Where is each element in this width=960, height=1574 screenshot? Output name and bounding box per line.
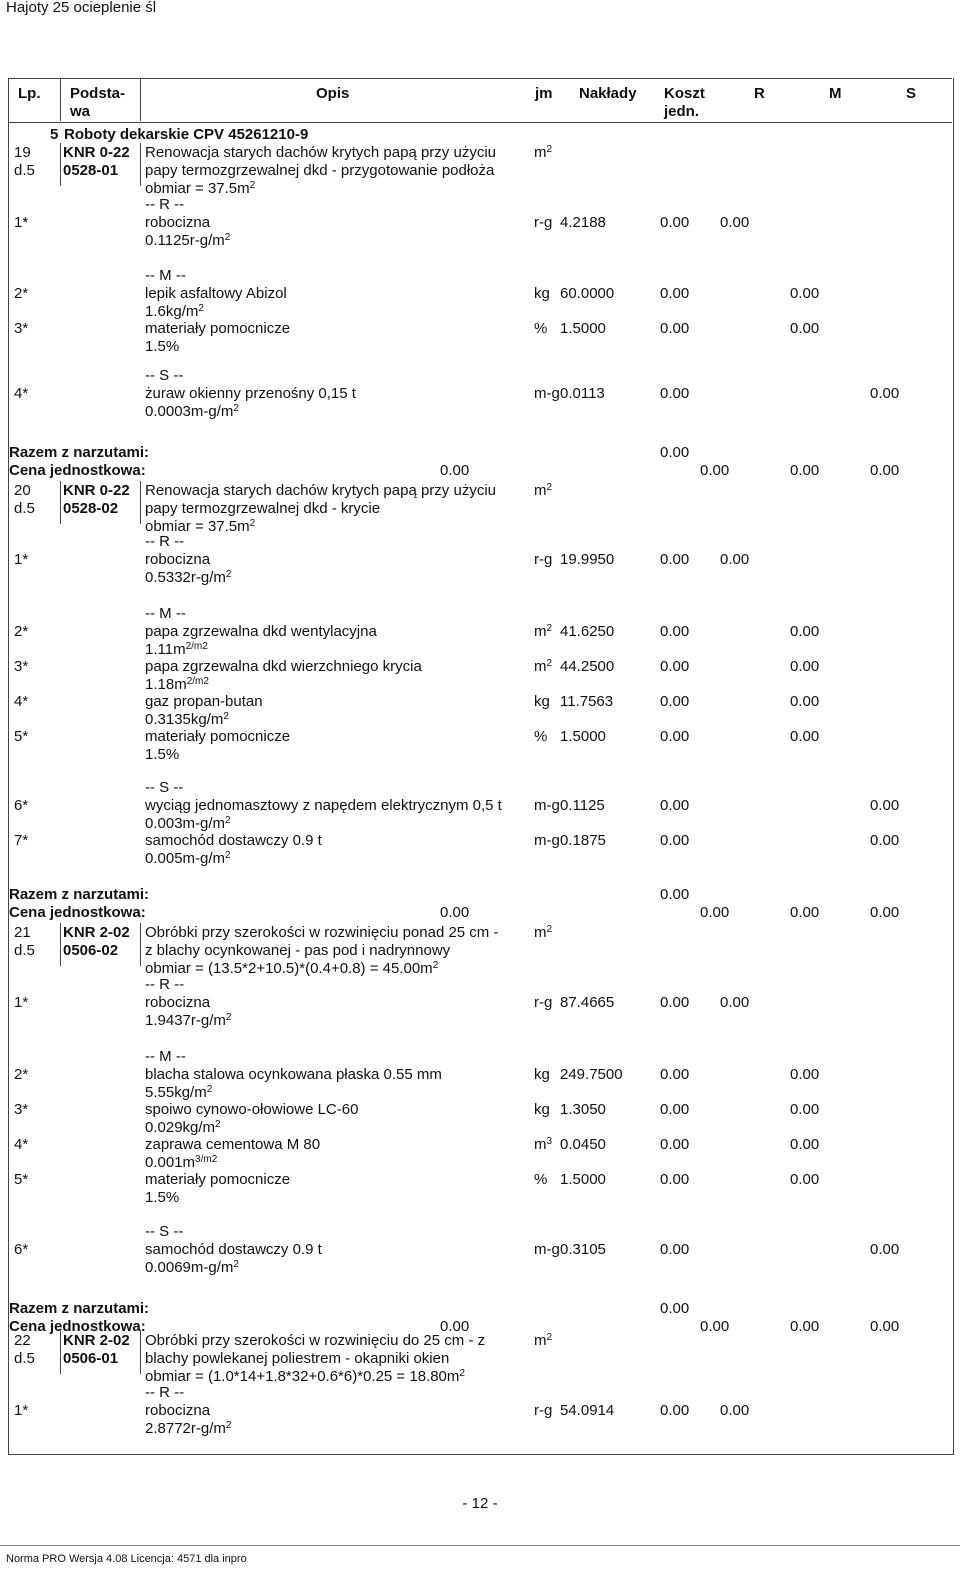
resource-group-label: -- R -- bbox=[145, 976, 185, 993]
resource-norm: 1.5% bbox=[145, 338, 180, 355]
cena-s-value: 0.00 bbox=[870, 904, 900, 921]
resource-unit-cost: 0.00 bbox=[660, 832, 690, 849]
cena-label: Cena jednostkowa: bbox=[9, 904, 146, 921]
resource-lp: 7* bbox=[14, 832, 29, 849]
item-description: papy termozgrzewalnej dkd - krycie bbox=[145, 500, 381, 517]
resource-unit: $m^3$ bbox=[534, 1136, 553, 1153]
resource-unit-cost: 0.00 bbox=[660, 285, 690, 302]
item-description: Obróbki przy szerokości w rozwinięciu do 25 cm - z bbox=[145, 1332, 486, 1349]
item-measurement: obmiar = $(13.5*2+10.5)*(0.4+0.8) = 45.00m^2$ bbox=[145, 960, 439, 977]
resource-m-value: 0.00 bbox=[790, 693, 820, 710]
resource-m-value: 0.00 bbox=[790, 320, 820, 337]
resource-quantity: 0.0113 bbox=[560, 385, 605, 402]
header-s: S bbox=[906, 85, 917, 102]
resource-norm: $0.3135kg/m^2$ bbox=[145, 711, 229, 728]
header-koszt-2: jedn. bbox=[664, 103, 700, 120]
resource-s-value: 0.00 bbox=[870, 832, 900, 849]
resource-unit-cost: 0.00 bbox=[660, 551, 690, 568]
header-m: M bbox=[829, 85, 842, 102]
resource-unit: m-g bbox=[534, 797, 560, 814]
resource-r-value: 0.00 bbox=[720, 1402, 750, 1419]
resource-name: spoiwo cynowo-ołowiowe LC-60 bbox=[145, 1101, 359, 1118]
resource-unit-cost: 0.00 bbox=[660, 214, 690, 231]
resource-m-value: 0.00 bbox=[790, 728, 820, 745]
resource-unit: $m^2$ bbox=[534, 623, 553, 640]
resource-lp: 1* bbox=[14, 1402, 29, 1419]
resource-unit: kg bbox=[534, 285, 550, 302]
resource-unit: r-g bbox=[534, 994, 553, 1011]
resource-unit-cost: 0.00 bbox=[660, 1066, 690, 1083]
razem-label: Razem z narzutami: bbox=[9, 1300, 150, 1317]
resource-unit-cost: 0.00 bbox=[660, 1101, 690, 1118]
cena-r-value: 0.00 bbox=[700, 1318, 730, 1335]
resource-unit-cost: 0.00 bbox=[660, 797, 690, 814]
resource-name: papa zgrzewalna dkd wentylacyjna bbox=[145, 623, 377, 640]
resource-quantity: 1.5000 bbox=[560, 1171, 606, 1188]
item-divider bbox=[60, 143, 61, 186]
razem-value: 0.00 bbox=[660, 444, 690, 461]
header-jm: jm bbox=[535, 85, 553, 102]
item-subsection: d.5 bbox=[14, 500, 35, 517]
page-number: - 12 - bbox=[462, 1495, 498, 1512]
resource-lp: 4* bbox=[14, 385, 29, 402]
resource-quantity: 11.7563 bbox=[560, 693, 614, 710]
resource-m-value: 0.00 bbox=[790, 1101, 820, 1118]
resource-unit-cost: 0.00 bbox=[660, 623, 690, 640]
resource-lp: 3* bbox=[14, 320, 29, 337]
resource-quantity: 0.0450 bbox=[560, 1136, 606, 1153]
item-knr-code: 0528-02 bbox=[63, 500, 119, 517]
header-koszt: Koszt bbox=[664, 85, 705, 102]
resource-norm: $1.18m^{2/m2}$ bbox=[145, 676, 209, 693]
resource-lp: 2* bbox=[14, 623, 29, 640]
item-knr-catalog: KNR 2-02 bbox=[63, 924, 130, 941]
resource-quantity: 60.0000 bbox=[560, 285, 615, 302]
resource-lp: 4* bbox=[14, 1136, 29, 1153]
resource-name: materiały pomocnicze bbox=[145, 1171, 291, 1188]
header-divider bbox=[60, 78, 61, 121]
resource-lp: 1* bbox=[14, 551, 29, 568]
item-knr-catalog: KNR 0-22 bbox=[63, 144, 130, 161]
resource-norm: $5.55kg/m^2$ bbox=[145, 1084, 213, 1101]
resource-m-value: 0.00 bbox=[790, 1136, 820, 1153]
resource-lp: 3* bbox=[14, 658, 29, 675]
resource-norm: 1.5% bbox=[145, 746, 180, 763]
section-number: 5 bbox=[50, 126, 59, 143]
resource-name: samochód dostawczy 0.9 t bbox=[145, 832, 322, 849]
item-divider bbox=[60, 481, 61, 524]
razem-value: 0.00 bbox=[660, 886, 690, 903]
item-description: papy termozgrzewalnej dkd - przygotowanie podłoża bbox=[145, 162, 495, 179]
software-license: Norma PRO Wersja 4.08 Licencja: 4571 dla inpro bbox=[6, 1553, 247, 1565]
item-description: Obróbki przy szerokości w rozwinięciu ponad 25 cm - bbox=[145, 924, 499, 941]
resource-unit: $m^2$ bbox=[534, 658, 553, 675]
resource-unit-cost: 0.00 bbox=[660, 1171, 690, 1188]
window-title: Hajoty 25 ocieplenie śl bbox=[6, 0, 157, 16]
resource-name: materiały pomocnicze bbox=[145, 320, 291, 337]
resource-m-value: 0.00 bbox=[790, 1066, 820, 1083]
resource-name: lepik asfaltowy Abizol bbox=[145, 285, 287, 302]
resource-name: samochód dostawczy 0.9 t bbox=[145, 1241, 322, 1258]
resource-m-value: 0.00 bbox=[790, 1171, 820, 1188]
resource-unit: % bbox=[534, 1171, 548, 1188]
resource-quantity: 87.4665 bbox=[560, 994, 615, 1011]
resource-unit: m-g bbox=[534, 1241, 560, 1258]
cena-label: Cena jednostkowa: bbox=[9, 462, 146, 479]
header-naklady: Nakłady bbox=[579, 85, 637, 102]
item-divider bbox=[140, 481, 141, 524]
item-divider bbox=[140, 143, 141, 186]
item-subsection: d.5 bbox=[14, 942, 35, 959]
resource-r-value: 0.00 bbox=[720, 994, 750, 1011]
resource-group-label: -- R -- bbox=[145, 1384, 185, 1401]
resource-norm: $1.6kg/m^2$ bbox=[145, 303, 204, 320]
resource-name: materiały pomocnicze bbox=[145, 728, 291, 745]
resource-group-label: -- R -- bbox=[145, 196, 185, 213]
resource-unit: r-g bbox=[534, 214, 553, 231]
resource-group-label: -- S -- bbox=[145, 367, 184, 384]
item-number: 22 bbox=[14, 1332, 31, 1349]
resource-lp: 5* bbox=[14, 728, 29, 745]
footer-rule bbox=[0, 1545, 960, 1546]
resource-group-label: -- M -- bbox=[145, 605, 186, 622]
resource-lp: 5* bbox=[14, 1171, 29, 1188]
item-measurement: obmiar = $(1.0*14+1.8*32+0.6*6)*0.25 = 18.80m^2$ bbox=[145, 1368, 465, 1385]
item-description: Renowacja starych dachów krytych papą przy użyciu bbox=[145, 144, 496, 161]
resource-norm: $0.1125r-g/m^2$ bbox=[145, 232, 231, 249]
resource-unit: m-g bbox=[534, 832, 560, 849]
item-description: blachy powlekanej poliestrem - okapniki okien bbox=[145, 1350, 450, 1367]
resource-m-value: 0.00 bbox=[790, 285, 820, 302]
resource-quantity: 19.9950 bbox=[560, 551, 615, 568]
resource-norm: $0.0069m-g/m^2$ bbox=[145, 1259, 239, 1276]
cena-r-value: 0.00 bbox=[700, 904, 730, 921]
cena-label: Cena jednostkowa: bbox=[9, 1318, 146, 1335]
resource-quantity: 44.2500 bbox=[560, 658, 615, 675]
item-knr-catalog: KNR 0-22 bbox=[63, 482, 130, 499]
resource-name: robocizna bbox=[145, 994, 211, 1011]
resource-unit-cost: 0.00 bbox=[660, 728, 690, 745]
cena-m-value: 0.00 bbox=[790, 904, 820, 921]
cena-value: 0.00 bbox=[440, 1318, 470, 1335]
resource-quantity: 1.3050 bbox=[560, 1101, 606, 1118]
resource-norm: $0.5332r-g/m^2$ bbox=[145, 569, 232, 586]
resource-name: blacha stalowa ocynkowana płaska 0.55 mm bbox=[145, 1066, 442, 1083]
resource-name: zaprawa cementowa M 80 bbox=[145, 1136, 321, 1153]
resource-s-value: 0.00 bbox=[870, 1241, 900, 1258]
resource-norm: $0.0003m-g/m^2$ bbox=[145, 403, 239, 420]
resource-unit: kg bbox=[534, 1101, 550, 1118]
resource-group-label: -- S -- bbox=[145, 1223, 184, 1240]
resource-s-value: 0.00 bbox=[870, 385, 900, 402]
item-subsection: d.5 bbox=[14, 162, 35, 179]
razem-value: 0.00 bbox=[660, 1300, 690, 1317]
resource-norm: $0.005m-g/m^2$ bbox=[145, 850, 231, 867]
resource-norm: $0.029kg/m^2$ bbox=[145, 1119, 221, 1136]
header-divider bbox=[140, 78, 141, 121]
item-knr-code: 0506-02 bbox=[63, 942, 119, 959]
item-number: 20 bbox=[14, 482, 31, 499]
resource-unit: kg bbox=[534, 1066, 550, 1083]
item-unit: $m^2$ bbox=[534, 924, 553, 941]
resource-group-label: -- M -- bbox=[145, 267, 186, 284]
item-divider bbox=[140, 1331, 141, 1374]
cena-r-value: 0.00 bbox=[700, 462, 730, 479]
resource-quantity: 0.1875 bbox=[560, 832, 606, 849]
resource-name: wyciąg jednomasztowy z napędem elektrycznym 0,5 t bbox=[145, 797, 502, 814]
resource-norm: $0.003m-g/m^2$ bbox=[145, 815, 231, 832]
resource-r-value: 0.00 bbox=[720, 214, 750, 231]
resource-name: robocizna bbox=[145, 551, 211, 568]
resource-m-value: 0.00 bbox=[790, 623, 820, 640]
resource-name: żuraw okienny przenośny 0,15 t bbox=[145, 385, 356, 402]
item-knr-code: 0528-01 bbox=[63, 162, 119, 179]
resource-m-value: 0.00 bbox=[790, 658, 820, 675]
resource-unit: kg bbox=[534, 693, 550, 710]
item-subsection: d.5 bbox=[14, 1350, 35, 1367]
resource-unit: % bbox=[534, 320, 548, 337]
cena-value: 0.00 bbox=[440, 462, 470, 479]
item-divider bbox=[140, 923, 141, 966]
item-knr-catalog: KNR 2-02 bbox=[63, 1332, 130, 1349]
resource-quantity: 249.7500 bbox=[560, 1066, 623, 1083]
resource-unit-cost: 0.00 bbox=[660, 385, 690, 402]
resource-name: robocizna bbox=[145, 214, 211, 231]
resource-lp: 6* bbox=[14, 797, 29, 814]
item-measurement: obmiar = $37.5m^2$ bbox=[145, 180, 256, 197]
table-header bbox=[8, 78, 952, 123]
item-number: 21 bbox=[14, 924, 31, 941]
section-title: Roboty dekarskie CPV 45261210-9 bbox=[64, 126, 309, 143]
item-unit: $m^2$ bbox=[534, 144, 553, 161]
resource-group-label: -- S -- bbox=[145, 779, 184, 796]
item-number: 19 bbox=[14, 144, 31, 161]
resource-unit-cost: 0.00 bbox=[660, 693, 690, 710]
resource-lp: 2* bbox=[14, 285, 29, 302]
resource-lp: 4* bbox=[14, 693, 29, 710]
resource-r-value: 0.00 bbox=[720, 551, 750, 568]
resource-quantity: 41.6250 bbox=[560, 623, 615, 640]
cena-m-value: 0.00 bbox=[790, 1318, 820, 1335]
resource-lp: 6* bbox=[14, 1241, 29, 1258]
resource-quantity: 0.1125 bbox=[560, 797, 605, 814]
resource-name: robocizna bbox=[145, 1402, 211, 1419]
resource-norm: $1.11m^{2/m2}$ bbox=[145, 641, 208, 658]
resource-norm: $1.9437r-g/m^2$ bbox=[145, 1012, 232, 1029]
resource-quantity: 54.0914 bbox=[560, 1402, 615, 1419]
resource-lp: 2* bbox=[14, 1066, 29, 1083]
item-description: Renowacja starych dachów krytych papą przy użyciu bbox=[145, 482, 496, 499]
resource-group-label: -- M -- bbox=[145, 1048, 186, 1065]
header-opis: Opis bbox=[316, 85, 350, 102]
resource-unit: r-g bbox=[534, 551, 553, 568]
resource-lp: 3* bbox=[14, 1101, 29, 1118]
resource-lp: 1* bbox=[14, 994, 29, 1011]
resource-s-value: 0.00 bbox=[870, 797, 900, 814]
header-r: R bbox=[754, 85, 765, 102]
razem-label: Razem z narzutami: bbox=[9, 444, 150, 461]
resource-unit-cost: 0.00 bbox=[660, 1402, 690, 1419]
resource-quantity: 1.5000 bbox=[560, 728, 606, 745]
resource-unit-cost: 0.00 bbox=[660, 658, 690, 675]
item-divider bbox=[60, 923, 61, 966]
item-knr-code: 0506-01 bbox=[63, 1350, 119, 1367]
header-lp: Lp. bbox=[18, 85, 41, 102]
resource-quantity: 1.5000 bbox=[560, 320, 606, 337]
resource-unit-cost: 0.00 bbox=[660, 1241, 690, 1258]
header-podstawa: Podsta- bbox=[70, 85, 126, 102]
resource-unit: r-g bbox=[534, 1402, 553, 1419]
item-unit: $m^2$ bbox=[534, 1332, 553, 1349]
resource-norm: $2.8772r-g/m^2$ bbox=[145, 1420, 232, 1437]
resource-unit-cost: 0.00 bbox=[660, 1136, 690, 1153]
item-unit: $m^2$ bbox=[534, 482, 553, 499]
item-description: z blachy ocynkowanej - pas pod i nadrynnowy bbox=[145, 942, 451, 959]
resource-quantity: 4.2188 bbox=[560, 214, 606, 231]
resource-unit-cost: 0.00 bbox=[660, 320, 690, 337]
cena-value: 0.00 bbox=[440, 904, 470, 921]
cena-s-value: 0.00 bbox=[870, 462, 900, 479]
cena-s-value: 0.00 bbox=[870, 1318, 900, 1335]
resource-norm: 1.5% bbox=[145, 1189, 180, 1206]
resource-norm: $0.001m^{3/m2}$ bbox=[145, 1154, 218, 1171]
resource-group-label: -- R -- bbox=[145, 533, 185, 550]
cena-m-value: 0.00 bbox=[790, 462, 820, 479]
resource-lp: 1* bbox=[14, 214, 29, 231]
item-divider bbox=[60, 1331, 61, 1374]
header-podstawa-2: wa bbox=[70, 103, 91, 120]
item-measurement: obmiar = $37.5m^2$ bbox=[145, 518, 256, 535]
resource-unit-cost: 0.00 bbox=[660, 994, 690, 1011]
resource-name: papa zgrzewalna dkd wierzchniego krycia bbox=[145, 658, 422, 675]
resource-quantity: 0.3105 bbox=[560, 1241, 606, 1258]
razem-label: Razem z narzutami: bbox=[9, 886, 150, 903]
resource-unit: % bbox=[534, 728, 548, 745]
resource-name: gaz propan-butan bbox=[145, 693, 263, 710]
resource-unit: m-g bbox=[534, 385, 560, 402]
